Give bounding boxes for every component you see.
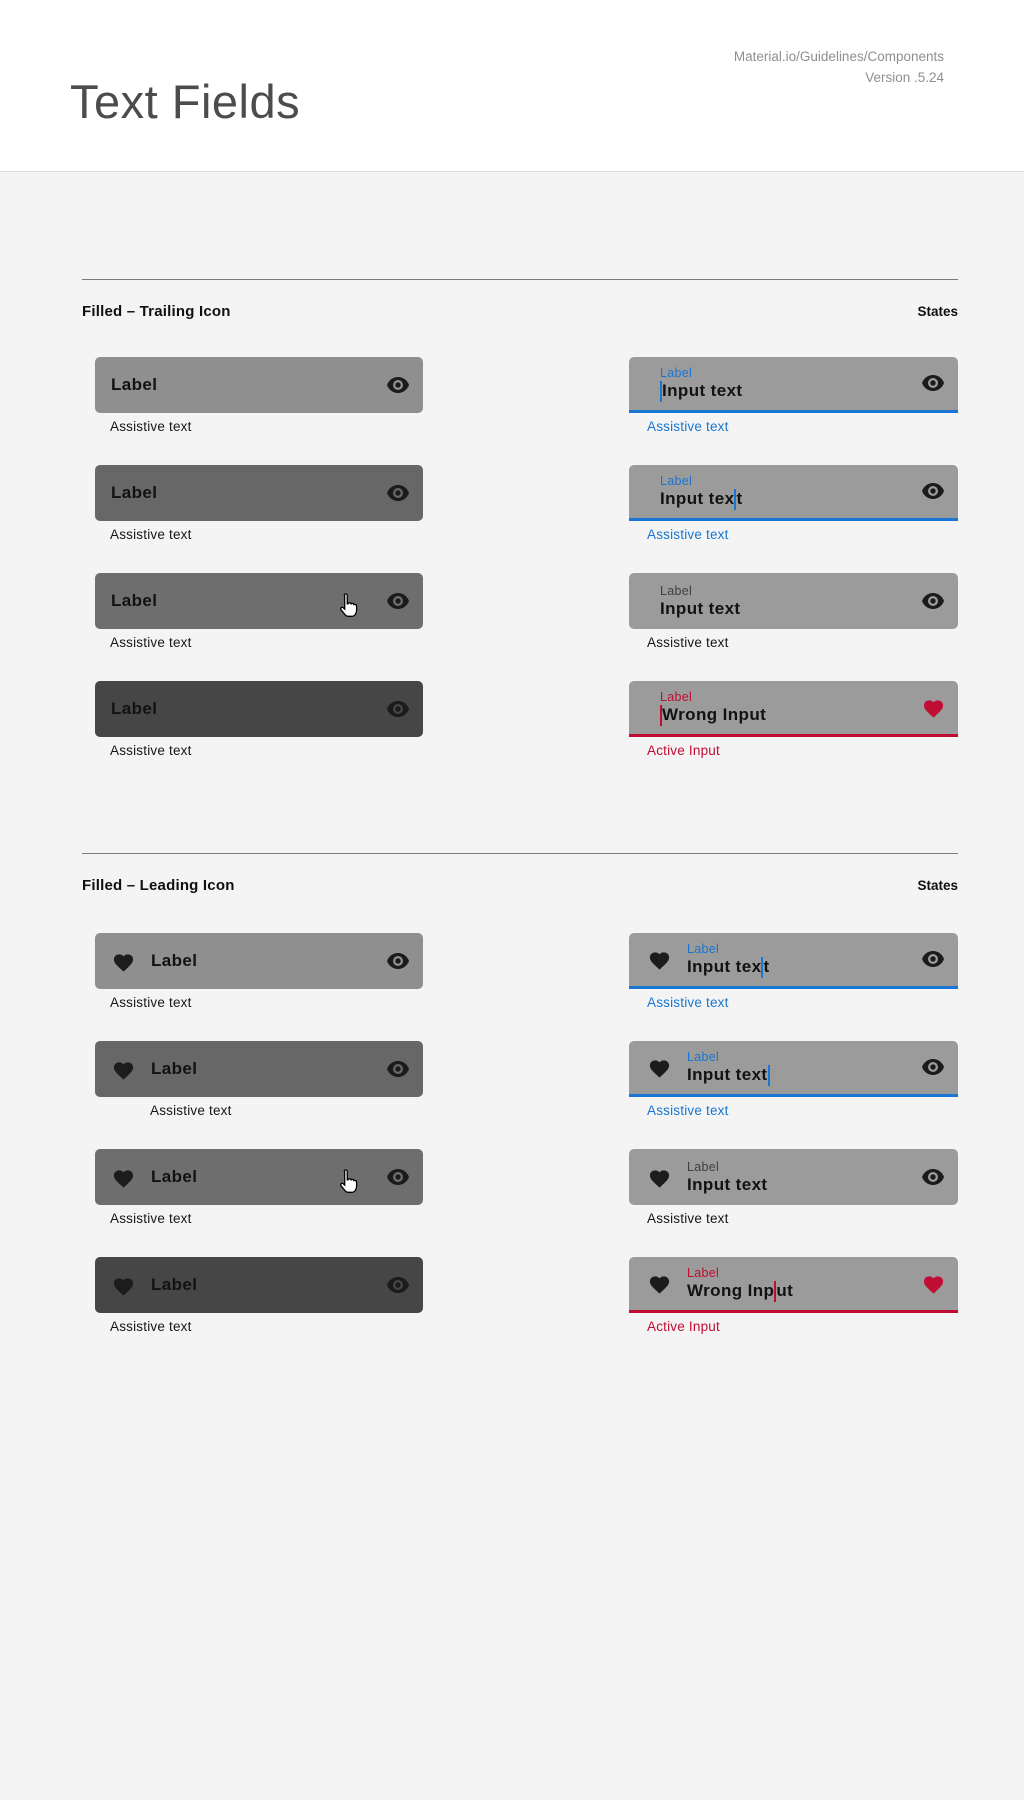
floating-label: Label bbox=[660, 365, 693, 380]
section-divider bbox=[82, 853, 958, 854]
text-field-enabled bbox=[95, 933, 423, 1010]
heart-icon bbox=[112, 1167, 135, 1188]
eye-icon[interactable] bbox=[921, 951, 945, 968]
text-field-inactive-filled bbox=[629, 573, 958, 650]
text-field-hover bbox=[95, 573, 423, 650]
floating-label: Label bbox=[687, 1159, 720, 1174]
eye-icon[interactable] bbox=[386, 1061, 410, 1078]
field-label: Label bbox=[111, 699, 158, 718]
eye-icon[interactable] bbox=[386, 593, 410, 610]
text-field-box[interactable] bbox=[629, 573, 958, 629]
eye-icon[interactable] bbox=[386, 485, 410, 502]
input-text: Wrong Input bbox=[662, 705, 767, 724]
text-field-box[interactable] bbox=[629, 681, 958, 737]
assistive-text: Assistive text bbox=[110, 1211, 192, 1226]
field-label: Label bbox=[151, 951, 198, 970]
section-filled-leading-icon bbox=[82, 853, 958, 1453]
heart-icon bbox=[112, 1275, 135, 1296]
eye-icon[interactable] bbox=[386, 953, 410, 970]
assistive-text: Assistive text bbox=[150, 1103, 232, 1118]
heart-icon bbox=[648, 949, 671, 970]
text-field-box[interactable] bbox=[95, 465, 423, 521]
text-field-box[interactable] bbox=[629, 1149, 958, 1205]
eye-icon[interactable] bbox=[386, 1169, 410, 1186]
assistive-text: Assistive text bbox=[647, 635, 729, 650]
input-text: Input tex t bbox=[660, 489, 743, 508]
text-field-inactive-filled bbox=[629, 1149, 958, 1226]
assistive-text: Assistive text bbox=[110, 419, 192, 434]
floating-label: Label bbox=[660, 583, 693, 598]
floating-label: Label bbox=[660, 689, 693, 704]
text-field-box[interactable] bbox=[629, 357, 958, 413]
text-field-error bbox=[629, 681, 958, 758]
text-field-active bbox=[95, 465, 423, 542]
states-label: States bbox=[917, 878, 958, 893]
field-label: Label bbox=[151, 1167, 198, 1186]
heart-icon[interactable] bbox=[922, 697, 945, 718]
assistive-text: Assistive text bbox=[110, 743, 192, 758]
assistive-text: Assistive text bbox=[110, 995, 192, 1010]
header bbox=[0, 0, 1024, 172]
input-text: Input text bbox=[687, 1174, 768, 1194]
text-field-typing bbox=[629, 1041, 958, 1118]
assistive-text: Assistive text bbox=[647, 419, 729, 434]
text-field-box[interactable] bbox=[629, 933, 958, 989]
text-field-box[interactable] bbox=[629, 465, 958, 521]
field-label: Label bbox=[151, 1275, 198, 1294]
heart-icon bbox=[112, 1059, 135, 1080]
floating-label: Label bbox=[660, 473, 693, 488]
assistive-text: Assistive text bbox=[647, 527, 729, 542]
section-divider bbox=[82, 279, 958, 280]
field-label: Label bbox=[111, 483, 158, 502]
text-field-pressed bbox=[95, 681, 423, 758]
eye-icon[interactable] bbox=[921, 483, 945, 500]
text-field-error bbox=[629, 1257, 958, 1334]
text-field-box[interactable] bbox=[95, 1041, 423, 1097]
section-title: Filled – Trailing Icon bbox=[82, 303, 231, 320]
text-field-focused bbox=[629, 933, 958, 1010]
heart-icon bbox=[112, 951, 135, 972]
eye-icon[interactable] bbox=[921, 375, 945, 392]
page-title: Text Fields bbox=[70, 75, 301, 128]
assistive-text: Assistive text bbox=[647, 1103, 729, 1118]
text-field-box[interactable] bbox=[95, 1149, 423, 1205]
text-field-hover bbox=[95, 1149, 423, 1226]
text-field-box[interactable] bbox=[95, 933, 423, 989]
field-label: Label bbox=[111, 375, 158, 394]
text-field-box[interactable] bbox=[95, 573, 423, 629]
text-caret bbox=[768, 1065, 770, 1086]
input-text: Wrong Inp ut bbox=[687, 1281, 794, 1300]
text-field-box[interactable] bbox=[95, 357, 423, 413]
eye-icon[interactable] bbox=[386, 377, 410, 394]
floating-label: Label bbox=[687, 1049, 720, 1064]
states-label: States bbox=[917, 304, 958, 319]
assistive-text: Assistive text bbox=[110, 527, 192, 542]
heart-icon bbox=[648, 1057, 671, 1078]
text-field-enabled bbox=[95, 357, 423, 434]
version-label: Version .5.24 bbox=[865, 70, 944, 85]
assistive-text: Assistive text bbox=[647, 1211, 729, 1226]
input-text: Input text bbox=[687, 1065, 768, 1084]
heart-icon[interactable] bbox=[922, 1273, 945, 1294]
header-meta bbox=[734, 46, 944, 88]
text-field-pressed bbox=[95, 1257, 423, 1334]
assistive-text: Active Input bbox=[647, 1319, 720, 1334]
heart-icon bbox=[648, 1273, 671, 1294]
assistive-text: Assistive text bbox=[647, 995, 729, 1010]
text-field-box[interactable] bbox=[629, 1041, 958, 1097]
section-filled-trailing-icon bbox=[82, 279, 958, 853]
eye-icon[interactable] bbox=[921, 593, 945, 610]
breadcrumb: Material.io/Guidelines/Components bbox=[733, 49, 944, 64]
floating-label: Label bbox=[687, 1265, 720, 1280]
hand-pointer-cursor bbox=[338, 1168, 359, 1195]
field-label: Label bbox=[111, 591, 158, 610]
text-field-active bbox=[95, 1041, 423, 1118]
assistive-text: Active Input bbox=[647, 743, 720, 758]
hand-pointer-cursor bbox=[338, 592, 359, 619]
assistive-text: Assistive text bbox=[110, 1319, 192, 1334]
field-label: Label bbox=[151, 1059, 198, 1078]
heart-icon bbox=[648, 1167, 671, 1188]
input-text: Input text bbox=[660, 598, 741, 618]
section-title: Filled – Leading Icon bbox=[82, 877, 235, 894]
input-text: Input tex t bbox=[687, 957, 770, 976]
text-field-typing bbox=[629, 465, 958, 542]
text-field-box[interactable] bbox=[629, 1257, 958, 1313]
assistive-text: Assistive text bbox=[110, 635, 192, 650]
eye-icon[interactable] bbox=[386, 1277, 410, 1294]
eye-icon[interactable] bbox=[386, 701, 410, 718]
input-text: Input text bbox=[662, 381, 743, 400]
eye-icon[interactable] bbox=[921, 1169, 945, 1186]
eye-icon[interactable] bbox=[921, 1059, 945, 1076]
text-field-focused bbox=[629, 357, 958, 434]
floating-label: Label bbox=[687, 941, 720, 956]
text-field-box[interactable] bbox=[95, 681, 423, 737]
text-field-box[interactable] bbox=[95, 1257, 423, 1313]
